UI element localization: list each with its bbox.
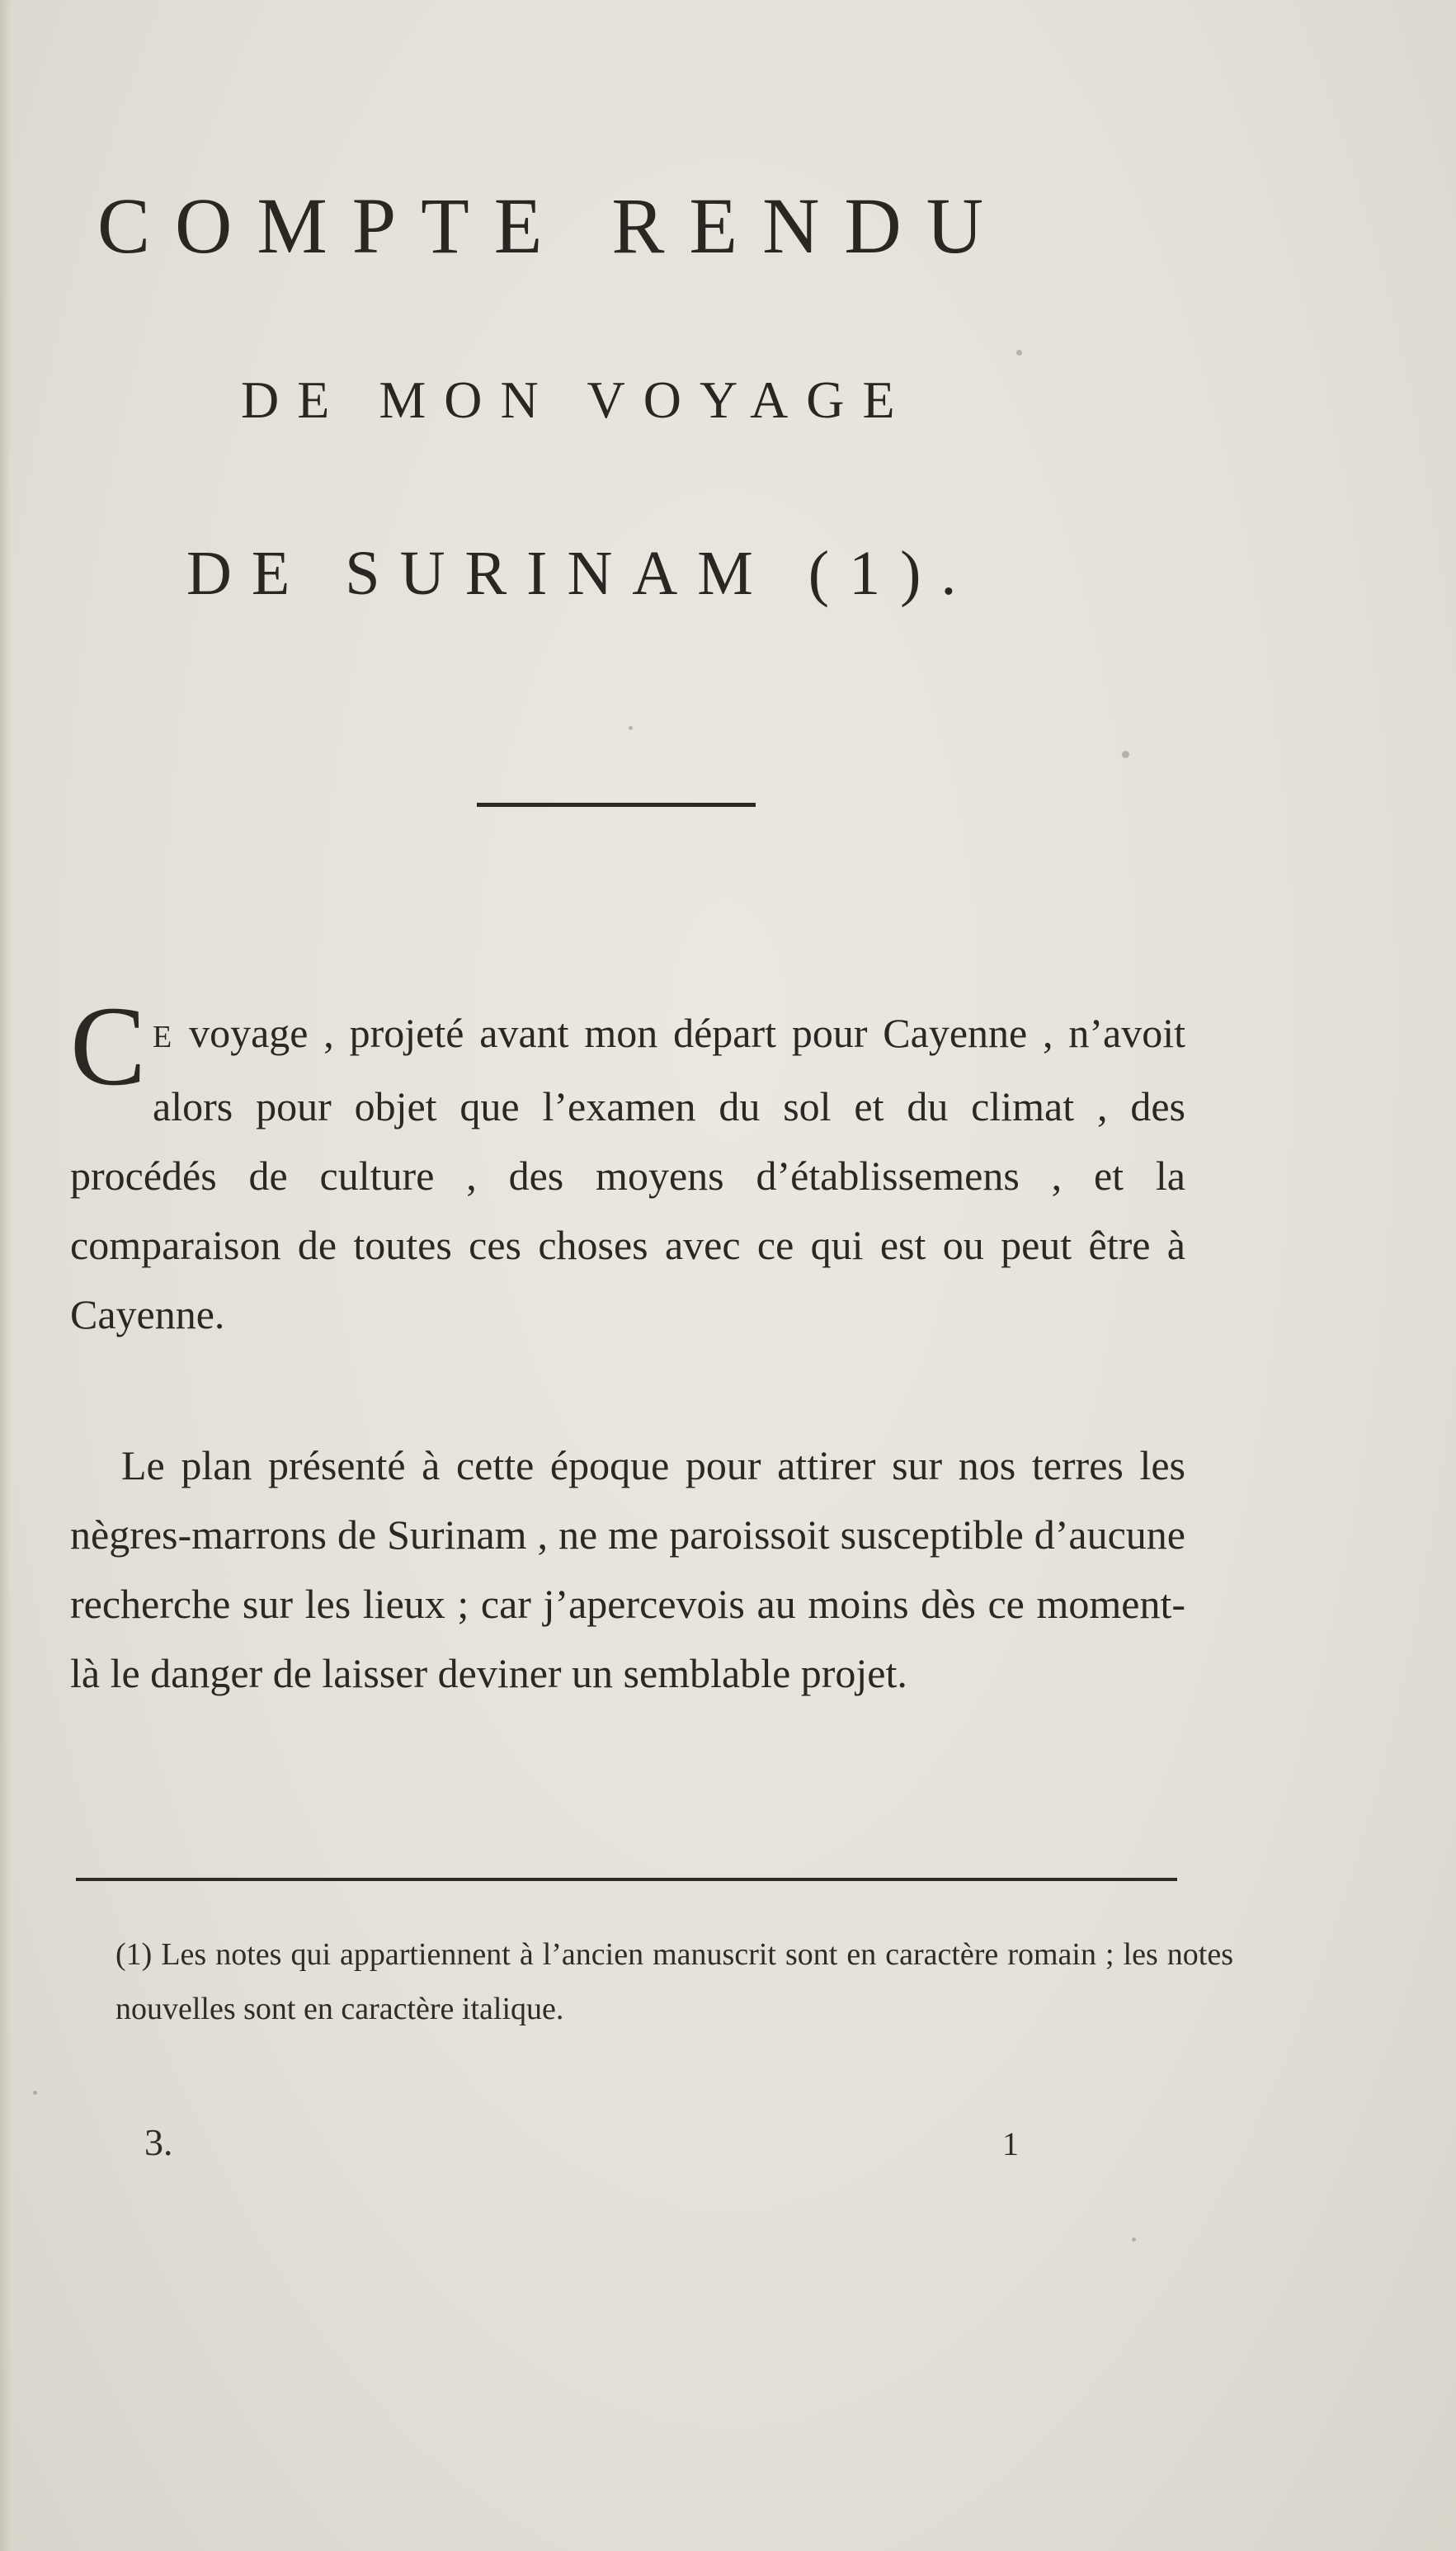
title-line-2: DE MON VOYAGE (241, 370, 913, 429)
page-number: 1 (1002, 2125, 1019, 2162)
drop-cap-continuation: E (153, 1020, 174, 1054)
footnote-separator-rule (76, 1878, 1177, 1881)
title-line-3: DE SURINAM (1). (186, 539, 977, 608)
paragraph-2: Le plan présenté à cette époque pour attirer sur nos terres les nègres-marrons de Surinam , ne me paroissoit susceptible d’aucune recherche sur les lieux ; car j’apercevois au moins dès ce moment-là le danger de laisser deviner un semblable projet. (70, 1442, 1185, 1696)
paper-speck (33, 2091, 37, 2095)
paper-speck (629, 726, 633, 730)
paragraph-1 (70, 983, 1185, 1349)
paragraph-1-text: voyage , projeté avant mon départ pour Cayenne , n’avoit alors pour objet que l’examen du sol et du climat , des procédés de culture , des moyens d’établissemens , et la comparaison de toutes ces choses avec ce qui est ou peut être à Cayenne. (70, 1010, 1185, 1337)
paper-speck (1132, 2237, 1136, 2242)
title-line-1: COMPTE RENDU (97, 182, 1009, 270)
title-separator-rule (477, 803, 756, 807)
signature-mark: 3. (144, 2121, 173, 2163)
paper-speck (1016, 350, 1022, 356)
page-edge-shadow (0, 0, 12, 2551)
drop-cap: C (70, 983, 147, 1109)
footnote: (1) Les notes qui appartiennent à l’ancien manuscrit sont en caractère romain ; les notes nouvelles sont en caractère italique. (115, 1937, 1233, 2026)
paper-speck (1122, 751, 1129, 758)
